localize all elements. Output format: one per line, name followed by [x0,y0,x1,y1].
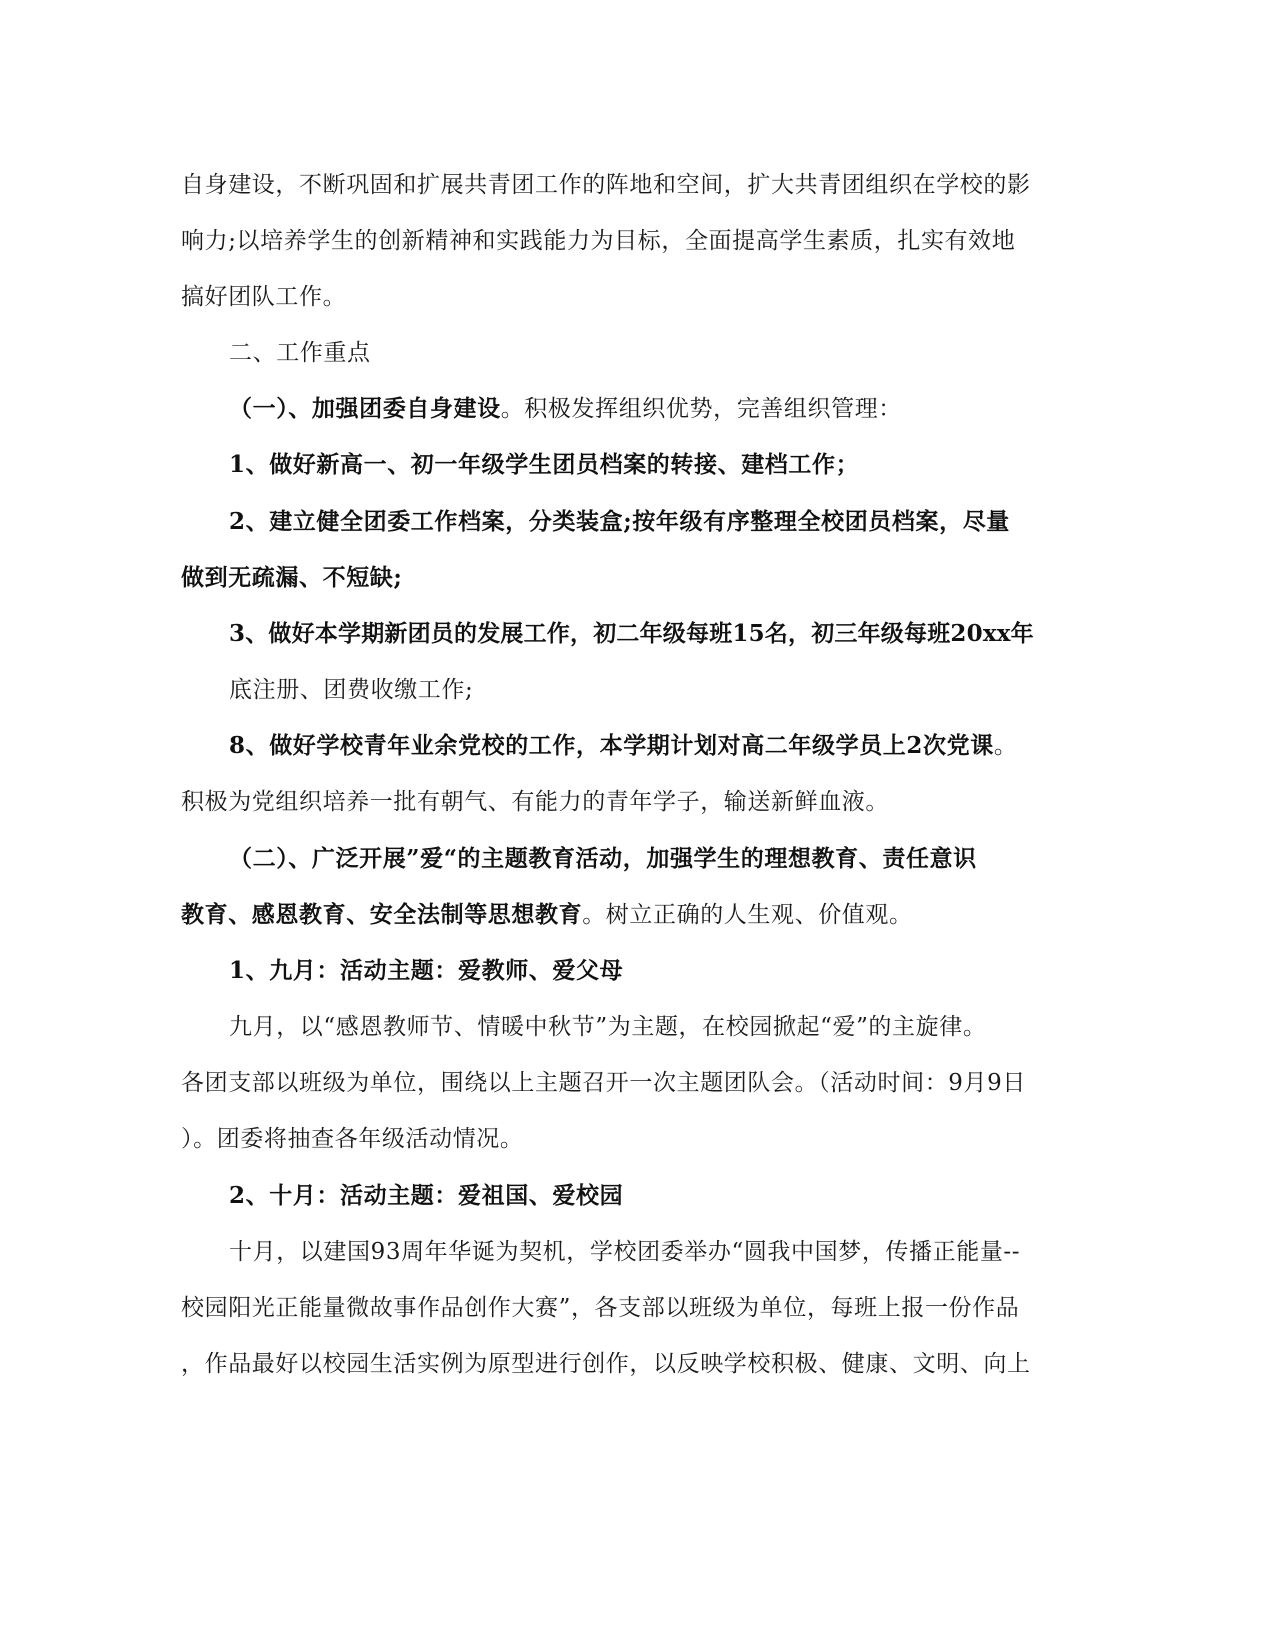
part2-title-line-2-rest: 。树立正确的人生观、价值观。 [582,902,913,928]
part1-title-bold: （一）、加强团委自身建设 [229,395,501,422]
part1-item-8-rest: 。 [993,733,1018,759]
intro-line-2: 响力;以培养学生的创新精神和实践能力为目标，全面提高学生素质，扎实有效地 [181,228,1016,254]
part1-item-8-bold: 8、做好学校青年业余党校的工作，本学期计划对高二年级学员上2次党课 [229,732,994,759]
september-line-1: 九月，以“感恩教师节、情暖中秋节”为主题，在校园掀起“爱”的主旋律。 [229,1014,987,1040]
intro-line-3: 搞好团队工作。 [181,284,347,310]
part1-item-2-line-1: 2、建立健全团委工作档案，分类装盒;按年级有序整理全校团员档案，尽量 [229,508,1010,535]
intro-line-1: 自身建设，不断巩固和扩展共青团工作的阵地和空间，扩大共青团组织在学校的影 [181,172,1031,198]
part1-item-8-line-1 [229,731,1017,761]
october-line-2: 校园阳光正能量微故事作品创作大赛”，各支部以班级为单位，每班上报一份作品 [181,1295,1020,1321]
october-line-3: ，作品最好以校园生活实例为原型进行创作，以反映学校积极、健康、文明、向上 [181,1351,1031,1377]
october-line-1: 十月，以建国93周年华诞为契机，学校团委举办“圆我中国梦，传播正能量-- [229,1239,1021,1265]
september-heading: 1、九月：活动主题：爱教师、爱父母 [229,957,624,984]
part1-item-3-line-2: 底注册、团费收缴工作; [229,677,474,703]
part2-title-line-1: （二）、广泛开展”爱“的主题教育活动，加强学生的理想教育、责任意识 [229,845,977,872]
part2-title-line-2-bold: 教育、感恩教育、安全法制等思想教育 [181,901,583,928]
september-line-3: ）。团委将抽查各年级活动情况。 [181,1126,524,1152]
september-line-2: 各团支部以班级为单位，围绕以上主题召开一次主题团队会。（活动时间：9月9日 [181,1070,1026,1096]
part1-item-1: 1、做好新高一、初一年级学生团员档案的转接、建档工作； [229,451,860,478]
part1-item-8-line-2: 积极为党组织培养一批有朝气、有能力的青年学子，输送新鲜血液。 [181,789,889,815]
part1-title [229,394,902,424]
part2-title-line-2 [181,900,913,930]
october-heading: 2、十月：活动主题：爱祖国、爱校园 [229,1182,624,1209]
part1-item-2-line-2: 做到无疏漏、不短缺; [181,564,403,591]
part1-item-3-line-1: 3、做好本学期新团员的发展工作，初二年级每班15名，初三年级每班20xx年 [229,620,1034,647]
section-heading-work-focus: 二、工作重点 [229,340,371,366]
part1-title-rest: 。积极发挥组织优势，完善组织管理： [500,396,902,422]
